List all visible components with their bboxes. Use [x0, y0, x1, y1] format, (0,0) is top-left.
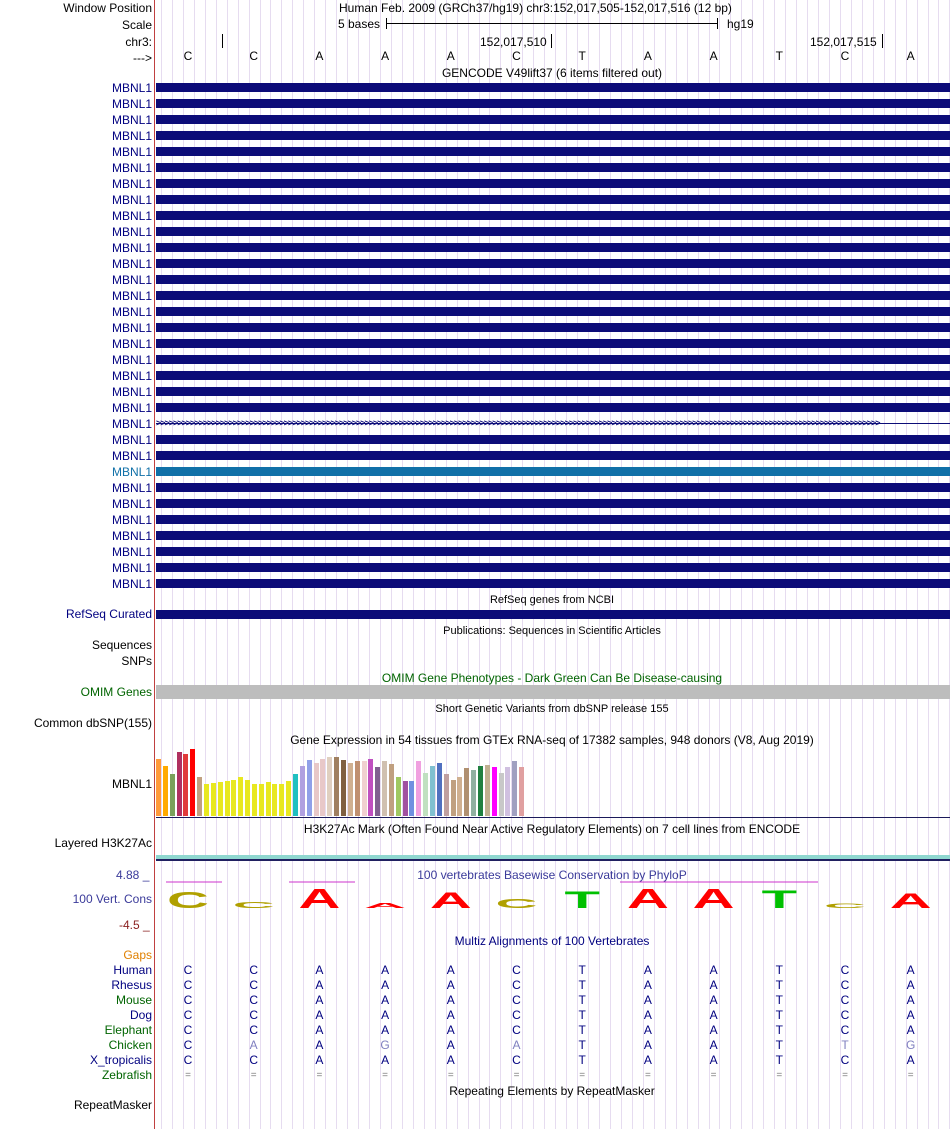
aligned-base: A — [381, 1008, 390, 1022]
phylop-base-glyph: C — [167, 887, 209, 914]
gencode-gene-label[interactable]: MBNL1 — [111, 433, 152, 447]
gencode-gene-label[interactable]: MBNL1 — [111, 385, 152, 399]
gencode-gene-label[interactable]: MBNL1 — [111, 369, 152, 383]
aligned-base: C — [249, 978, 259, 992]
aligned-base: C — [249, 1053, 259, 1067]
refseq-track-title[interactable]: RefSeq genes from NCBI — [489, 594, 615, 606]
phylop-min-label: -4.5 _ — [119, 918, 150, 932]
aligned-base: T — [775, 1023, 783, 1037]
gencode-gene-label[interactable]: MBNL1 — [111, 81, 152, 95]
reference-base: A — [709, 49, 718, 63]
refseq-track-label[interactable]: RefSeq Curated — [65, 607, 152, 621]
aligned-base: = — [776, 1070, 783, 1081]
phylop-base-glyph: T — [761, 886, 798, 914]
publications-track-title[interactable]: Publications: Sequences in Scientific Articles — [443, 625, 661, 637]
reference-base: T — [775, 49, 783, 63]
aligned-base: T — [775, 963, 783, 977]
aligned-base: A — [643, 963, 652, 977]
gencode-gene-label[interactable]: MBNL1 — [111, 561, 152, 575]
aligned-base: C — [840, 1008, 850, 1022]
assembly-label: hg19 — [727, 17, 754, 31]
aligned-base: A — [709, 1053, 718, 1067]
gencode-gene-label[interactable]: MBNL1 — [111, 529, 152, 543]
aligned-base: C — [840, 1053, 850, 1067]
reference-base: A — [381, 49, 390, 63]
gencode-gene-label[interactable]: MBNL1 — [111, 241, 152, 255]
phylop-max-label: 4.88 _ — [116, 868, 150, 882]
phylop-track-label[interactable]: 100 Vert. Cons — [72, 892, 152, 906]
gencode-gene-label[interactable]: MBNL1 — [111, 577, 152, 591]
aligned-base: A — [643, 1053, 652, 1067]
aligned-base: T — [578, 978, 586, 992]
aligned-base: A — [315, 1023, 324, 1037]
aligned-base: A — [381, 993, 390, 1007]
aligned-base: A — [315, 1038, 324, 1052]
h3k27ac-track-label[interactable]: Layered H3K27Ac — [54, 836, 152, 850]
aligned-base: = — [316, 1070, 323, 1081]
gencode-gene-label[interactable]: MBNL1 — [111, 161, 152, 175]
aligned-base: C — [512, 993, 521, 1007]
gencode-gene-label[interactable]: MBNL1 — [111, 353, 152, 367]
aligned-base: A — [906, 978, 915, 992]
gencode-gene-label[interactable]: MBNL1 — [111, 145, 152, 159]
repeatmasker-track-title[interactable]: Repeating Elements by RepeatMasker — [449, 1084, 655, 1098]
gencode-gene-label[interactable]: MBNL1 — [111, 337, 152, 351]
aligned-base: A — [643, 1023, 652, 1037]
aligned-base: A — [315, 978, 324, 992]
aligned-base: A — [315, 1053, 324, 1067]
aligned-base: A — [643, 1038, 652, 1052]
phylop-base-glyph: T — [564, 886, 600, 914]
dbsnp-track-title[interactable]: Short Genetic Variants from dbSNP release 155 — [435, 703, 669, 715]
reference-base: A — [643, 49, 652, 63]
reference-base: C — [183, 49, 193, 63]
aligned-base: A — [249, 1038, 258, 1052]
gencode-gene-label[interactable]: MBNL1 — [111, 97, 152, 111]
aligned-base: T — [775, 993, 783, 1007]
aligned-base: = — [644, 1070, 651, 1081]
gencode-track-title[interactable]: GENCODE V49lift37 (6 items filtered out) — [441, 66, 663, 80]
gencode-gene-label[interactable]: MBNL1 — [111, 417, 152, 431]
gencode-gene-label[interactable]: MBNL1 — [111, 401, 152, 415]
aligned-base: A — [643, 1008, 652, 1022]
aligned-base: C — [512, 963, 521, 977]
gencode-gene-label[interactable]: MBNL1 — [111, 193, 152, 207]
gencode-gene-label[interactable]: MBNL1 — [111, 129, 152, 143]
gencode-gene-label[interactable]: MBNL1 — [111, 209, 152, 223]
h3k27ac-track-title[interactable]: H3K27Ac Mark (Often Found Near Active Regulatory Elements) on 7 cell lines from ENCODE — [303, 822, 801, 836]
aligned-base: A — [381, 1023, 390, 1037]
aligned-base: C — [183, 993, 193, 1007]
aligned-base: = — [382, 1070, 389, 1081]
reference-base: A — [446, 49, 455, 63]
phylop-base-glyph: A — [429, 888, 472, 914]
phylop-base-glyph: C — [232, 900, 275, 910]
dbsnp-track-label[interactable]: Common dbSNP(155) — [33, 716, 152, 730]
coord-label-2: 152,017,515 — [810, 35, 877, 49]
phylop-base-glyph: A — [626, 882, 669, 915]
phylop-base-glyph: A — [692, 882, 735, 915]
reference-base: A — [315, 49, 324, 63]
aligned-base: T — [578, 1053, 586, 1067]
scale-text: 5 bases — [338, 17, 381, 31]
aligned-base: A — [446, 963, 455, 977]
aligned-base: A — [906, 993, 915, 1007]
aligned-base: A — [709, 1038, 718, 1052]
aligned-base: C — [840, 963, 850, 977]
aligned-base: T — [578, 963, 586, 977]
aligned-base: C — [840, 978, 850, 992]
species-label[interactable]: Human — [113, 963, 152, 977]
aligned-base: T — [775, 1038, 783, 1052]
aligned-base: G — [906, 1038, 916, 1052]
aligned-base: A — [709, 993, 718, 1007]
aligned-base: T — [578, 1038, 586, 1052]
aligned-base: A — [446, 1008, 455, 1022]
aligned-base: C — [512, 1023, 521, 1037]
reference-base: A — [906, 49, 915, 63]
aligned-base: A — [381, 1053, 390, 1067]
phylop-base-glyph: A — [364, 901, 407, 910]
aligned-base: = — [579, 1070, 586, 1081]
aligned-base: A — [446, 1023, 455, 1037]
aligned-base: C — [249, 1023, 259, 1037]
aligned-base: = — [907, 1070, 914, 1081]
aligned-base: C — [840, 993, 850, 1007]
gencode-gene-label[interactable]: MBNL1 — [111, 321, 152, 335]
gencode-gene-label[interactable]: MBNL1 — [111, 177, 152, 191]
aligned-base: C — [249, 993, 259, 1007]
aligned-base: = — [842, 1070, 848, 1081]
aligned-base: A — [709, 978, 718, 992]
window-position-label: Window Position — [63, 1, 152, 15]
aligned-base: C — [840, 1023, 850, 1037]
coord-label-1: 152,017,510 — [480, 35, 547, 49]
aligned-base: A — [381, 978, 390, 992]
aligned-base: T — [578, 1023, 586, 1037]
aligned-base: C — [183, 978, 193, 992]
gencode-gene-label[interactable]: MBNL1 — [111, 225, 152, 239]
aligned-base: A — [643, 993, 652, 1007]
species-label[interactable]: Mouse — [115, 993, 152, 1007]
aligned-base: C — [512, 1008, 521, 1022]
aligned-base: A — [709, 963, 718, 977]
gencode-gene-label[interactable]: MBNL1 — [111, 305, 152, 319]
aligned-base: A — [906, 1008, 915, 1022]
aligned-base: C — [249, 1008, 259, 1022]
repeatmasker-track-label[interactable]: RepeatMasker — [73, 1098, 152, 1112]
gencode-gene-label[interactable]: MBNL1 — [111, 465, 152, 479]
aligned-base: A — [906, 1023, 915, 1037]
gencode-gene-label[interactable]: MBNL1 — [111, 273, 152, 287]
aligned-base: A — [709, 1008, 718, 1022]
gencode-gene-label[interactable]: MBNL1 — [111, 257, 152, 271]
aligned-base: A — [446, 978, 455, 992]
aligned-base: G — [380, 1038, 390, 1052]
omim-track-label[interactable]: OMIM Genes — [80, 685, 152, 699]
aligned-base: A — [906, 1053, 915, 1067]
reference-base: C — [840, 49, 850, 63]
gencode-gene-label[interactable]: MBNL1 — [111, 289, 152, 303]
gencode-gene-label[interactable]: MBNL1 — [111, 449, 152, 463]
species-label[interactable]: Elephant — [104, 1023, 152, 1037]
gencode-gene-label[interactable]: MBNL1 — [111, 113, 152, 127]
chrom-label: chr3: — [125, 35, 152, 49]
gencode-gene-label[interactable]: MBNL1 — [111, 513, 152, 527]
aligned-base: T — [578, 1008, 586, 1022]
scale-label: Scale — [121, 18, 152, 32]
aligned-base: A — [643, 978, 652, 992]
aligned-base: A — [315, 1008, 324, 1022]
phylop-base-glyph: A — [298, 882, 341, 915]
aligned-base: C — [183, 1053, 193, 1067]
species-label[interactable]: Rhesus — [111, 978, 152, 992]
aligned-base: A — [446, 1053, 455, 1067]
gencode-gene-feature[interactable]: >>>>>>>>>>>>>>>>>>>>>>>>>>>>>>>>>>>>>>>>>>>>>>>>>>>>>>>>>>>>>>>>>>>>>>>>>>>>>>>>>>>>>>>>>>>>>>>>>>>>>>>>>>>>>>>>>>>>>>>>>>>>>>>>>>>>>>>>>>>>>>>>>>>>>>>>>>>>>>>>>>>>>>>>>> — [156, 419, 950, 428]
phylop-base-glyph: C — [824, 901, 866, 910]
aligned-base: = — [710, 1070, 717, 1081]
gtex-track-title[interactable]: Gene Expression in 54 tissues from GTEx RNA-seq of 17382 samples, 948 donors (V8, Aug 2019) — [290, 733, 814, 747]
aligned-base: T — [578, 993, 586, 1007]
omim-track-title[interactable]: OMIM Gene Phenotypes - Dark Green Can Be Disease-causing — [381, 671, 723, 685]
aligned-base: = — [447, 1070, 454, 1081]
aligned-base: A — [446, 993, 455, 1007]
aligned-base: C — [183, 963, 193, 977]
snps-track-label[interactable]: SNPs — [121, 654, 152, 668]
aligned-base: C — [249, 963, 259, 977]
reference-base: T — [578, 49, 586, 63]
aligned-base: C — [512, 1053, 521, 1067]
aligned-base: A — [709, 1023, 718, 1037]
reference-base: C — [512, 49, 521, 63]
aligned-base: C — [183, 1038, 193, 1052]
aligned-base: A — [315, 993, 324, 1007]
aligned-base: C — [183, 1008, 193, 1022]
strand-label: ---> — [133, 51, 152, 65]
aligned-base: = — [185, 1070, 191, 1081]
aligned-base: T — [775, 1008, 783, 1022]
species-label[interactable]: Chicken — [108, 1038, 152, 1052]
sequences-track-label[interactable]: Sequences — [91, 638, 152, 652]
aligned-base: = — [513, 1070, 520, 1081]
aligned-base: T — [775, 1053, 783, 1067]
aligned-base: = — [250, 1070, 257, 1081]
aligned-base: T — [775, 978, 783, 992]
phylop-base-glyph: A — [889, 889, 932, 913]
aligned-base: A — [446, 1038, 455, 1052]
phylop-track-title[interactable]: 100 vertebrates Basewise Conservation by PhyloP — [417, 868, 687, 882]
species-label[interactable]: Zebrafish — [101, 1068, 152, 1082]
window-position-value: Human Feb. 2009 (GRCh37/hg19) chr3:152,017,505-152,017,516 (12 bp) — [339, 1, 732, 15]
gencode-gene-label[interactable]: MBNL1 — [111, 497, 152, 511]
species-label[interactable]: Dog — [129, 1008, 152, 1022]
reference-base: C — [249, 49, 259, 63]
aligned-base: A — [315, 963, 324, 977]
aligned-base: C — [183, 1023, 193, 1037]
gencode-gene-label[interactable]: MBNL1 — [111, 545, 152, 559]
gaps-label[interactable]: Gaps — [123, 948, 152, 962]
aligned-base: A — [512, 1038, 521, 1052]
aligned-base: A — [381, 963, 390, 977]
multiz-track-title[interactable]: Multiz Alignments of 100 Vertebrates — [454, 934, 650, 948]
gencode-gene-label[interactable]: MBNL1 — [111, 481, 152, 495]
gtex-track-label[interactable]: MBNL1 — [111, 777, 152, 791]
aligned-base: C — [512, 978, 521, 992]
phylop-base-glyph: C — [495, 896, 538, 911]
aligned-base: A — [906, 963, 915, 977]
aligned-base: T — [841, 1038, 849, 1052]
species-label[interactable]: X_tropicalis — [89, 1053, 152, 1067]
